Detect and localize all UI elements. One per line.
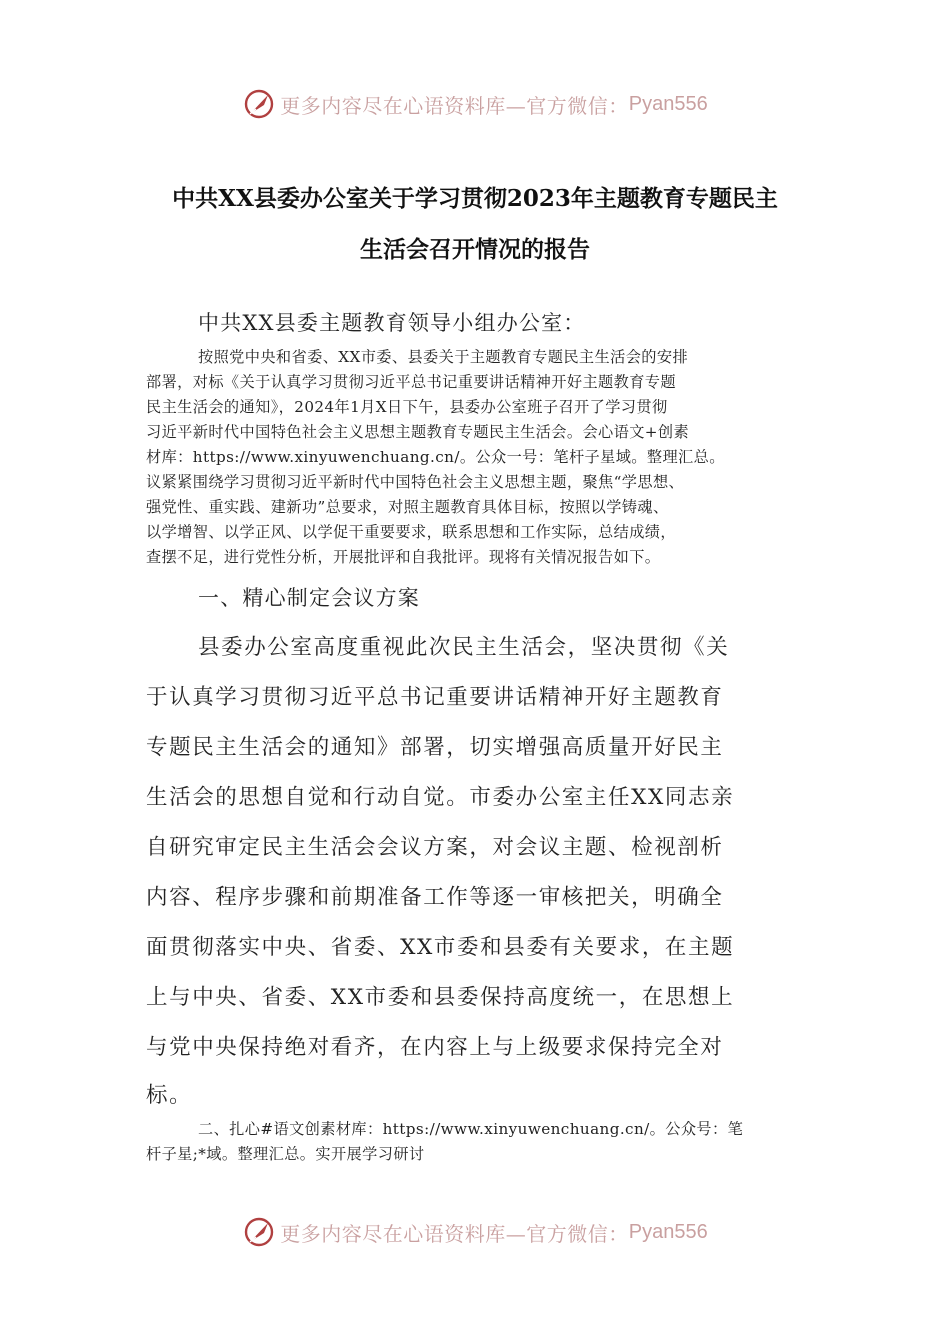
banner-wechat-id: Pyan556 <box>628 92 708 115</box>
section-1-line: 上与中央、省委、XX市委和县委保持高度统一，在思想上 <box>146 985 735 1010</box>
intro-line: 习近平新时代中国特色社会主义思想主题教育专题民主生活会。会心语文+创素 <box>146 423 690 441</box>
banner-wechat-id: Pyan556 <box>628 1220 708 1243</box>
section-1-line: 生活会的思想自觉和行动自觉。市委办公室主任XX同志亲 <box>146 785 735 810</box>
section-1-line: 于认真学习贯彻习近平总书记重要讲话精神开好主题教育 <box>146 685 724 710</box>
section-1-line: 自研究审定民主生活会会议方案，对会议主题、检视剖析 <box>146 835 724 860</box>
document-title-line-2: 生活会召开情况的报告 <box>360 236 590 263</box>
quill-logo-icon <box>242 87 276 121</box>
section-1-heading: 一、精心制定会议方案 <box>198 586 420 610</box>
intro-line: 查摆不足，进行党性分析，开展批评和自我批评。现将有关情况报告如下。 <box>146 548 661 566</box>
salutation: 中共XX县委主题教育领导小组办公室： <box>198 311 586 335</box>
section-1-line: 与党中央保持绝对看齐，在内容上与上级要求保持完全对 <box>146 1035 724 1060</box>
header-watermark-banner <box>0 84 950 124</box>
banner-text: 更多内容尽在心语资料库—官方微信： <box>280 93 629 118</box>
intro-line: 以学增智、以学正风、以学促干重要要求，联系思想和工作实际，总结成绩， <box>146 523 676 541</box>
intro-line: 部署，对标《关于认真学习贯彻习近平总书记重要讲话精神开好主题教育专题 <box>146 373 676 391</box>
section-1-line: 标。 <box>146 1083 193 1108</box>
section-1-line: 县委办公室高度重视此次民主生活会，坚决贯彻《关 <box>198 635 730 660</box>
footer-watermark-banner <box>0 1212 950 1252</box>
quill-logo-icon <box>242 1215 276 1249</box>
intro-line: 强党性、重实践、建新功”总要求，对照主题教育具体目标，按照以学铸魂、 <box>146 498 669 516</box>
intro-line: 材库：https://www.xinyuwenchuang.cn/。公众一号：笔杆子星域。整理汇总。 <box>146 448 725 466</box>
section-1-line: 内容、程序步骤和前期准备工作等逐一审核把关，明确全 <box>146 885 724 910</box>
document-title-line-1: 中共XX县委办公室关于学习贯彻2023年主题教育专题民主 <box>172 185 778 212</box>
section-2-line: 二、扎心#语文创素材库：https://www.xinyuwenchuang.cn/。公众号：笔 <box>198 1120 744 1138</box>
section-1-line: 专题民主生活会的通知》部署，切实增强高质量开好民主 <box>146 735 724 760</box>
intro-line: 议紧紧围绕学习贯彻习近平新时代中国特色社会主义思想主题，聚焦“学思想、 <box>146 473 685 491</box>
section-2-line: 杆子星;*域。整理汇总。实开展学习研讨 <box>146 1145 425 1163</box>
banner-text: 更多内容尽在心语资料库—官方微信： <box>280 1221 629 1246</box>
intro-line: 民主生活会的通知》，2024年1月X日下午，县委办公室班子召开了学习贯彻 <box>146 398 668 416</box>
section-1-line: 面贯彻落实中央、省委、XX市委和县委有关要求，在主题 <box>146 935 735 960</box>
intro-line: 按照党中央和省委、XX市委、县委关于主题教育专题民主生活会的安排 <box>198 348 689 366</box>
